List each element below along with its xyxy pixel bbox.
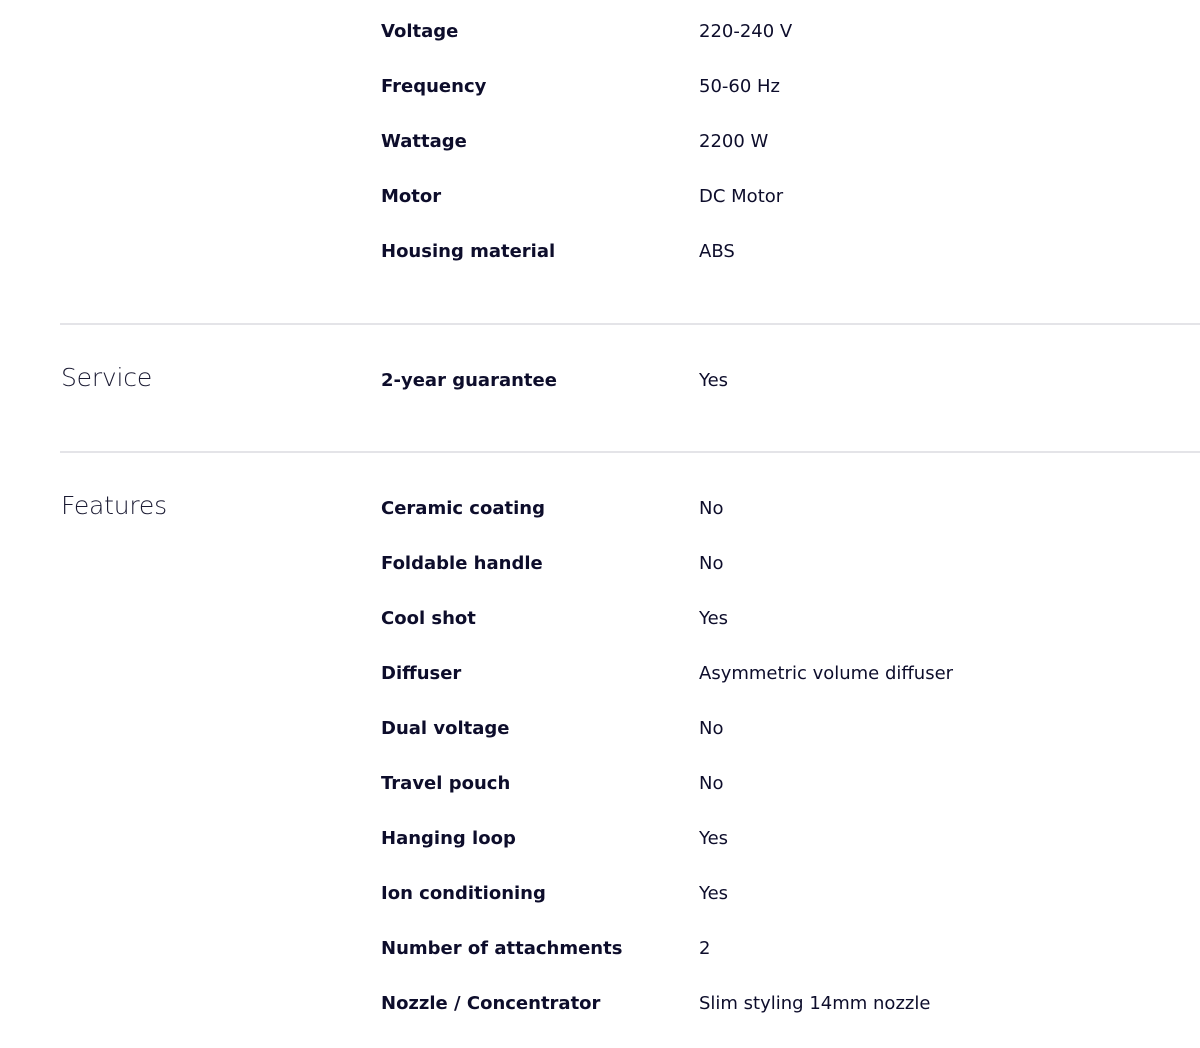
spec-row-number-of-attachments	[0, 938, 1200, 993]
spec-label: 2-year guarantee	[381, 370, 557, 391]
spec-row-ceramic-coating	[0, 498, 1200, 553]
spec-label: Housing material	[381, 241, 556, 262]
spec-label: Ceramic coating	[381, 498, 545, 519]
spec-label: Travel pouch	[381, 773, 511, 794]
spec-label: Motor	[381, 186, 442, 207]
spec-row-frequency	[0, 76, 1200, 131]
spec-row-cool-shot	[0, 608, 1200, 663]
spec-value: Yes	[699, 828, 729, 849]
spec-value: No	[699, 498, 724, 519]
spec-value: 2200 W	[699, 131, 769, 152]
spec-value: No	[699, 773, 724, 794]
spec-label: Foldable handle	[381, 553, 543, 574]
spec-label: Diffuser	[381, 663, 462, 684]
group-title-service: Service	[61, 363, 152, 392]
spec-value: Yes	[699, 883, 729, 904]
section-divider	[60, 323, 1200, 325]
spec-value: DC Motor	[699, 186, 784, 207]
spec-row-wattage	[0, 131, 1200, 186]
spec-row-motor	[0, 186, 1200, 241]
spec-value: No	[699, 718, 724, 739]
spec-value: Yes	[699, 608, 729, 629]
group-title-features: Features	[61, 491, 167, 520]
spec-row-foldable-handle	[0, 553, 1200, 608]
spec-label: Cool shot	[381, 608, 476, 629]
section-divider	[60, 451, 1200, 453]
spec-label: Number of attachments	[381, 938, 623, 959]
spec-label: Nozzle / Concentrator	[381, 993, 601, 1014]
spec-value: Asymmetric volume diffuser	[699, 663, 954, 684]
spec-value: No	[699, 553, 724, 574]
spec-value: 220-240 V	[699, 21, 793, 42]
spec-row-guarantee	[0, 370, 1200, 425]
spec-row-dual-voltage	[0, 718, 1200, 773]
spec-value: 50-60 Hz	[699, 76, 781, 97]
spec-row-nozzle-concentrator	[0, 993, 1200, 1048]
spec-label: Wattage	[381, 131, 467, 152]
spec-row-hanging-loop	[0, 828, 1200, 883]
spec-label: Frequency	[381, 76, 487, 97]
spec-value: Yes	[699, 370, 729, 391]
spec-value: ABS	[699, 241, 735, 262]
spec-label: Hanging loop	[381, 828, 516, 849]
spec-value: Slim styling 14mm nozzle	[699, 993, 931, 1014]
spec-row-voltage	[0, 21, 1200, 76]
spec-row-ion-conditioning	[0, 883, 1200, 938]
spec-row-housing-material	[0, 241, 1200, 296]
spec-row-travel-pouch	[0, 773, 1200, 828]
spec-row-diffuser	[0, 663, 1200, 718]
spec-value: 2	[699, 938, 711, 959]
spec-label: Ion conditioning	[381, 883, 546, 904]
spec-label: Voltage	[381, 21, 459, 42]
spec-label: Dual voltage	[381, 718, 510, 739]
